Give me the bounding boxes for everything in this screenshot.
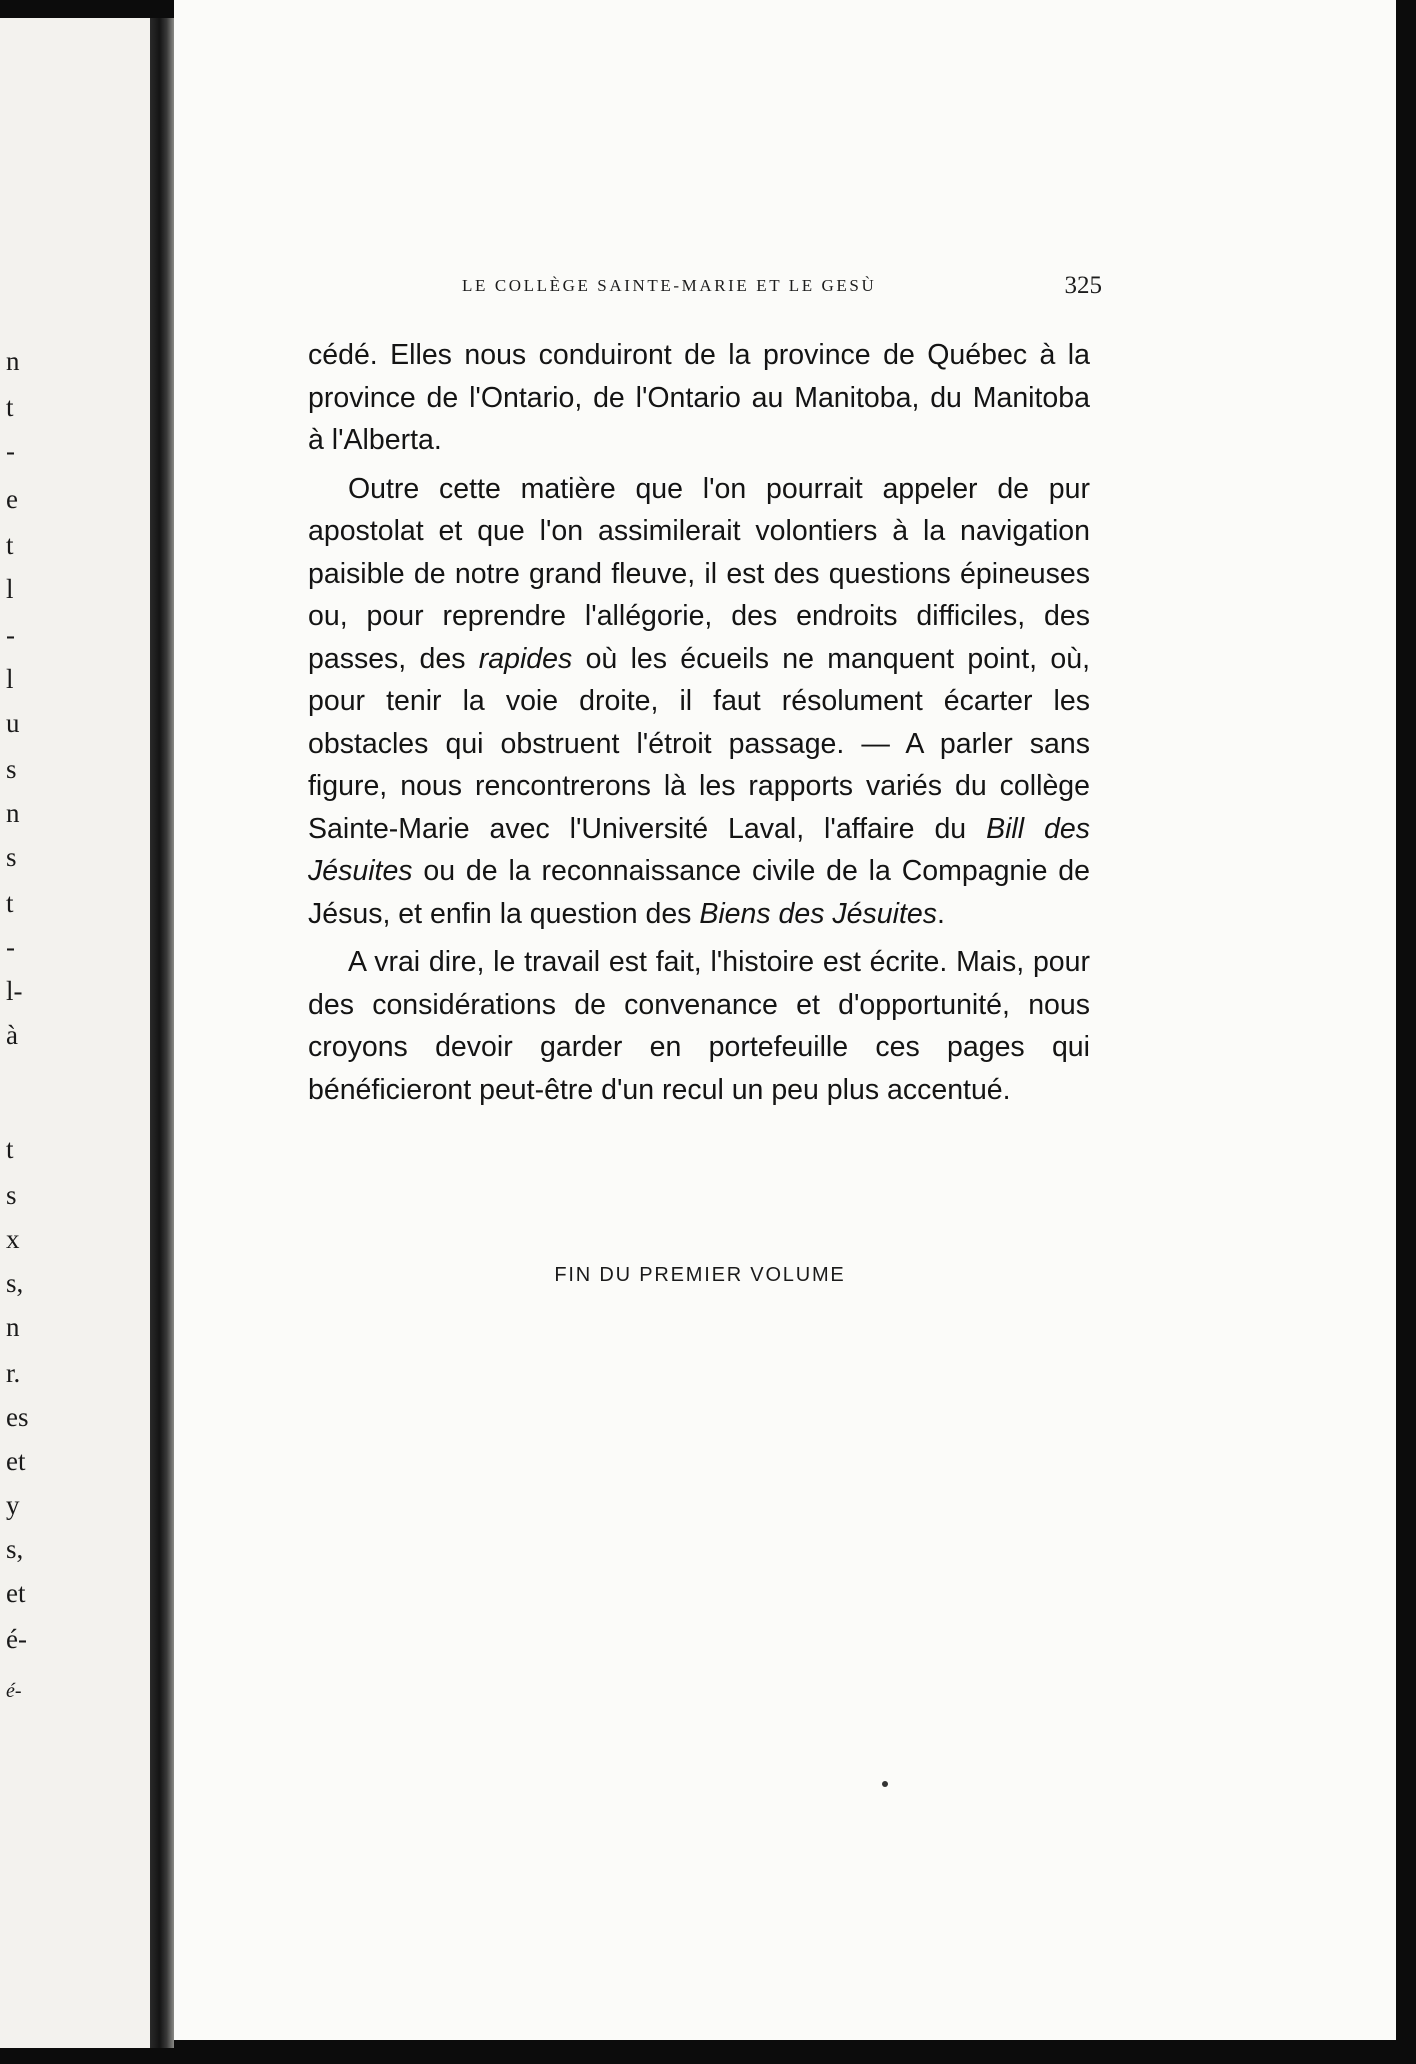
edge-fragment: es [6,1402,29,1432]
edge-fragment: l [6,664,14,694]
text-run: cédé. Elles nous conduiront de la province de Québec à la province de l'Ontario, de l'Ontario au Manitoba, du Manitoba à l'Alberta. [308,339,1090,456]
edge-fragment: - [6,620,15,650]
edge-fragment: s [6,1180,17,1210]
page-number: 325 [1064,272,1102,299]
edge-fragment: l [6,574,14,604]
edge-fragment: t [6,888,14,918]
edge-fragment: - [6,436,15,466]
edge-fragment: é- [6,1680,22,1702]
edge-fragment: l- [6,976,23,1006]
edge-fragment: n [6,346,20,376]
edge-fragment: é- [6,1624,27,1654]
text-run: A vrai dire, le travail est fait, l'histoire est écrite. Mais, pour des considérations de convenance et d'opportunité, nous croyons devoir garder en portefeuille ces pages qui bénéficieront peut-être d'un recul un peu plus accentué. [308,946,1090,1106]
edge-fragment: y [6,1490,20,1520]
page-header [462,272,1102,308]
edge-fragment: à [6,1020,18,1050]
previous-page-edge [0,18,150,2048]
running-head: LE COLLÈGE SAINTE-MARIE ET LE GESÙ [462,276,877,295]
edge-fragment: et [6,1446,26,1476]
edge-fragment: s, [6,1268,24,1298]
end-of-volume-note: FIN DU PREMIER VOLUME [554,1264,846,1286]
stray-mark [882,1781,888,1787]
body-text [308,334,1090,1117]
text-run: Outre cette matière que l'on pourrait appeler de pur apostolat et que l'on assimilerait volontiers à la navigation paisible de notre grand fleuve, il est des questions épineuses ou, pour reprendre l'allégorie, des endroits difficiles, des passes, des [308,472,1090,675]
paragraph [308,468,1090,936]
edge-fragment: et [6,1578,26,1608]
edge-fragment: u [6,708,20,738]
previous-page-text-fragments [0,18,40,2048]
edge-fragment: t [6,392,14,422]
paragraph [308,334,1090,462]
edge-fragment: x [6,1224,20,1254]
paragraph [308,941,1090,1111]
text-run: . [936,897,945,930]
italic-text-run: Bill des Jésuites [308,812,1090,887]
italic-text-run: Biens des Jésuites [699,897,937,930]
edge-fragment: n [6,798,20,828]
edge-fragment: r. [6,1358,21,1388]
edge-fragment: - [6,932,15,962]
edge-fragment: t [6,530,14,560]
italic-text-run: rapides [478,642,573,675]
edge-fragment: e [6,484,18,514]
edge-fragment: t [6,1134,14,1164]
scan-border [1396,0,1416,2064]
edge-fragment: n [6,1312,20,1342]
edge-fragment: s [6,754,17,784]
edge-fragment: s [6,842,17,872]
text-run: ou de la reconnaissance civile de la Compagnie de Jésus, et enfin la question des [308,855,1090,930]
book-gutter [150,18,174,2048]
edge-fragment: s, [6,1534,24,1564]
text-run: où les écueils ne manquent point, où, pour tenir la voie droite, il faut résolument écarter les obstacles qui obstruent l'étroit passage. — A parler sans figure, nous rencontrerons là les rapports variés du collège Sainte-Marie avec l'Université Laval, l'affaire du [308,642,1091,845]
